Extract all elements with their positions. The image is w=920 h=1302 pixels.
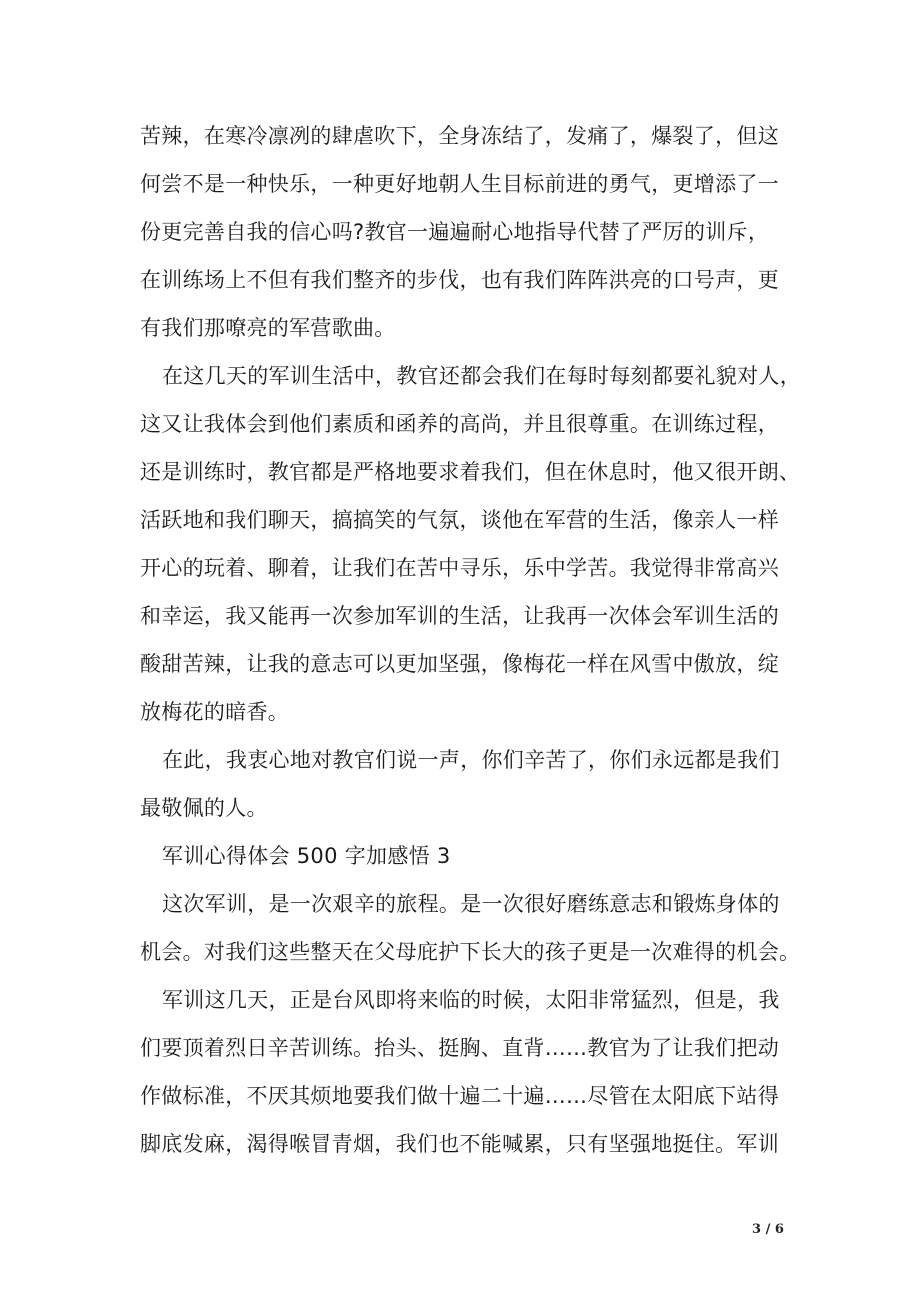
text-line: 脚底发麻，渴得喉冒青烟，我们也不能喊累，只有坚强地挺住。军训	[140, 1132, 779, 1156]
paragraph-first-line: 这次军训，是一次艰辛的旅程。是一次很好磨练意志和锻炼身体的	[162, 892, 780, 916]
page-number: 3 / 6	[752, 1222, 784, 1237]
text-line: 何尝不是一种快乐，一种更好地朝人生目标前进的勇气，更增添了一	[140, 172, 779, 196]
text-line: 开心的玩着、聊着，让我们在苦中寻乐，乐中学苦。我觉得非常高兴	[140, 556, 779, 580]
text-line: 苦辣，在寒冷凛冽的肆虐吹下，全身冻结了，发痛了，爆裂了，但这	[140, 124, 779, 148]
text-line: 和幸运，我又能再一次参加军训的生活，让我再一次体会军训生活的	[140, 604, 779, 628]
text-line: 最敬佩的人。	[140, 796, 268, 820]
paragraph-first-line: 在这几天的军训生活中，教官还都会我们在每时每刻都要礼貌对人，	[162, 364, 801, 388]
text-line: 作做标准，不厌其烦地要我们做十遍二十遍……尽管在太阳底下站得	[140, 1084, 779, 1108]
text-line: 活跃地和我们聊天，搞搞笑的气氛，谈他在军营的生活，像亲人一样	[140, 508, 779, 532]
text-line: 酸甜苦辣，让我的意志可以更加坚强，像梅花一样在风雪中傲放，绽	[140, 652, 779, 676]
text-line: 们要顶着烈日辛苦训练。抬头、挺胸、直背……教官为了让我们把动	[140, 1036, 779, 1060]
text-line: 有我们那嘹亮的军营歌曲。	[140, 316, 396, 340]
paragraph-first-line: 军训这几天，正是台风即将来临的时候，太阳非常猛烈，但是，我	[162, 988, 780, 1012]
section-heading: 军训心得体会 500 字加感悟 3	[162, 844, 451, 868]
text-line: 放梅花的暗香。	[140, 700, 290, 724]
text-line: 在训练场上不但有我们整齐的步伐，也有我们阵阵洪亮的口号声，更	[140, 268, 779, 292]
paragraph-first-line: 在此，我衷心地对教官们说一声，你们辛苦了，你们永远都是我们	[162, 748, 780, 772]
text-line: 这又让我体会到他们素质和函养的高尚，并且很尊重。在训练过程，	[140, 412, 779, 436]
text-line: 机会。对我们这些整天在父母庇护下长大的孩子更是一次难得的机会。	[140, 940, 801, 964]
text-line: 还是训练时，教官都是严格地要求着我们，但在休息时，他又很开朗、	[140, 460, 801, 484]
text-line: 份更完善自我的信心吗?教官一遍遍耐心地指导代替了严厉的训斥，	[140, 220, 770, 244]
